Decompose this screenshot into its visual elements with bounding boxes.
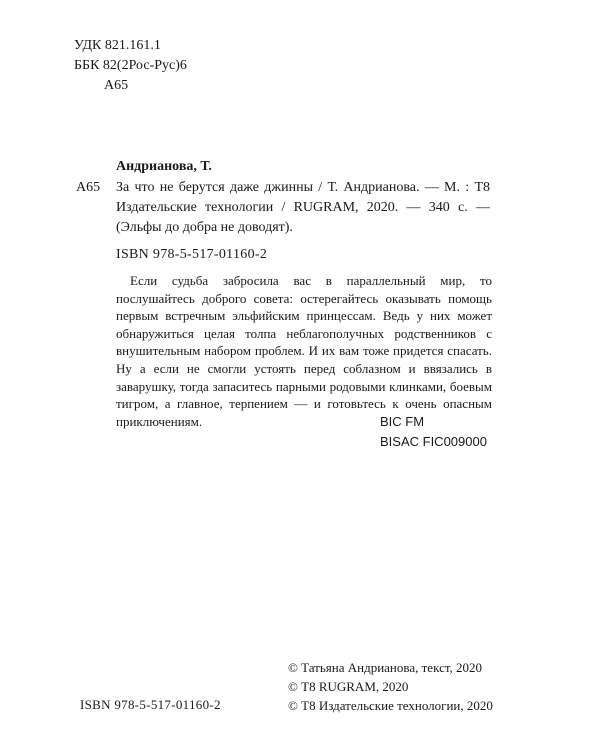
copyright-rugram: © Т8 RUGRAM, 2020	[288, 679, 409, 694]
bisac-code: BISAC FIC009000	[380, 434, 487, 449]
isbn-main: ISBN 978-5-517-01160-2	[116, 247, 268, 262]
bic-code: BIC FM	[380, 414, 425, 429]
author-sign-side: А65	[76, 180, 101, 195]
copyright-block	[288, 658, 493, 715]
bbk-code: ББК 82(2Рос-Рус)6	[74, 58, 187, 73]
isbn-bottom: ISBN 978-5-517-01160-2	[80, 697, 221, 712]
author-sign-top: А65	[104, 78, 129, 93]
author-name: Андрианова, Т.	[116, 159, 212, 174]
annotation-text: Если судьба забросила вас в параллельный мир, то послушайтесь доброго совета: остерегайтесь оказывать помощь первым встречным эльфийским принцессам. Ведь у них может обнаружиться целая толпа неблагополучных родственников с внушительным набором проблем. И их вам тоже придется спасать. Ну а если не смогли устоять перед соблазном и ввязались в заварушку, тогда запаситесь парными родовыми клинками, боевым тигром, а главное, терпением — и готовьтесь к очень опасным приключениям.	[116, 273, 492, 429]
udk-code: УДК 821.161.1	[74, 38, 161, 53]
copyright-author: © Татьяна Андрианова, текст, 2020	[288, 660, 483, 675]
bibliographic-description: За что не берутся даже джинны / Т. Андрианова. — М. : Т8 Издательские технологии / RUGRAM, 2020. — 340 с. — (Эльфы до добра не доводят).	[116, 180, 490, 235]
copyright-publisher: © Т8 Издательские технологии, 2020	[288, 698, 493, 713]
